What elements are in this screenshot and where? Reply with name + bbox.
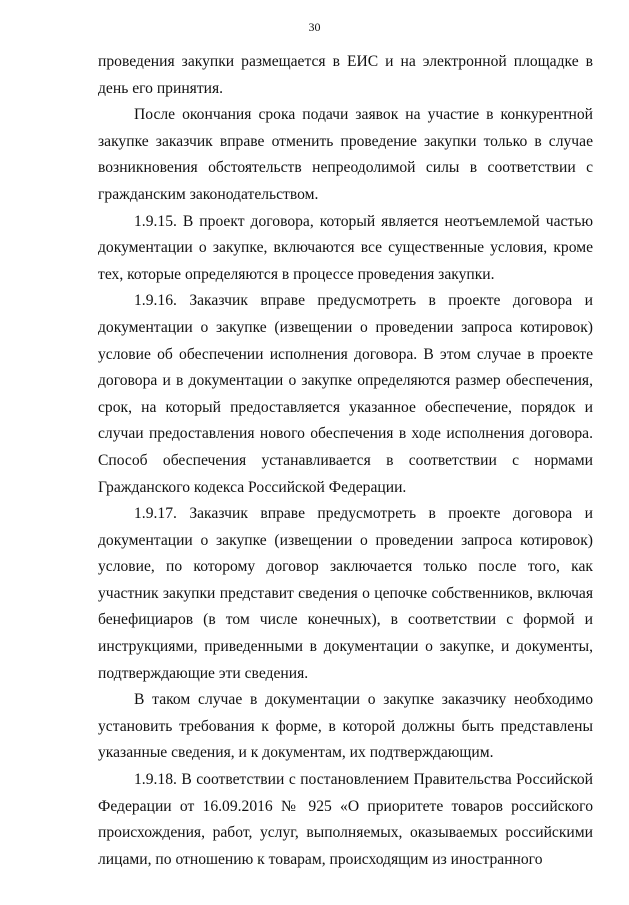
paragraph: 1.9.15. В проект договора, который является неотъемлемой частью документации о закупке, включаются все существенные условия, кроме тех, которые определяются в процессе проведения закупки. bbox=[98, 212, 593, 283]
document-body bbox=[98, 49, 593, 873]
page-number: 30 bbox=[308, 20, 321, 34]
paragraph: В таком случае в документации о закупке заказчику необходимо установить требования к форме, в которой должны быть представлены указанные сведения, и к документам, их подтверждающим. bbox=[98, 691, 593, 762]
paragraph: 1.9.17. Заказчик вправе предусмотреть в проекте договора и документации о закупке (извещении о проведении запроса котировок) условие, по которому договор заключается только после того, как участник закупки представит сведения о цепочке собственников, включая бенефициаров (в том числе конечных), в соответствии с формой и инструкциями, приведенными в документации о закупке, и документы, подтверждающие эти сведения. bbox=[98, 505, 593, 682]
paragraph: 1.9.18. В соответствии с постановлением Правительства Российской Федерации от 16.09.2016 № 925 «О приоритете товаров российского происхождения, работ, услуг, выполняемых, оказываемых российскими лицами, по отношению к товарам, происходящим из иностранного bbox=[98, 771, 593, 868]
paragraph: После окончания срока подачи заявок на участие в конкурентной закупке заказчик вправе отменить проведение закупки только в случае возникновения обстоятельств непреодолимой силы в соответствии с гражданским законодательством. bbox=[98, 106, 593, 203]
paragraph: проведения закупки размещается в ЕИС и на электронной площадке в день его принятия. bbox=[98, 53, 593, 97]
paragraph: 1.9.16. Заказчик вправе предусмотреть в проекте договора и документации о закупке (извещении о проведении запроса котировок) условие об обеспечении исполнения договора. В этом случае в проекте договора и в документации о закупке определяются размер обеспечения, срок, на который предоставляется указанное обеспечение, порядок и случаи предоставления нового обеспечения в ходе исполнения договора. Способ обеспечения устанавливается в соответствии с нормами Гражданского кодекса Российской Федерации. bbox=[98, 292, 593, 496]
